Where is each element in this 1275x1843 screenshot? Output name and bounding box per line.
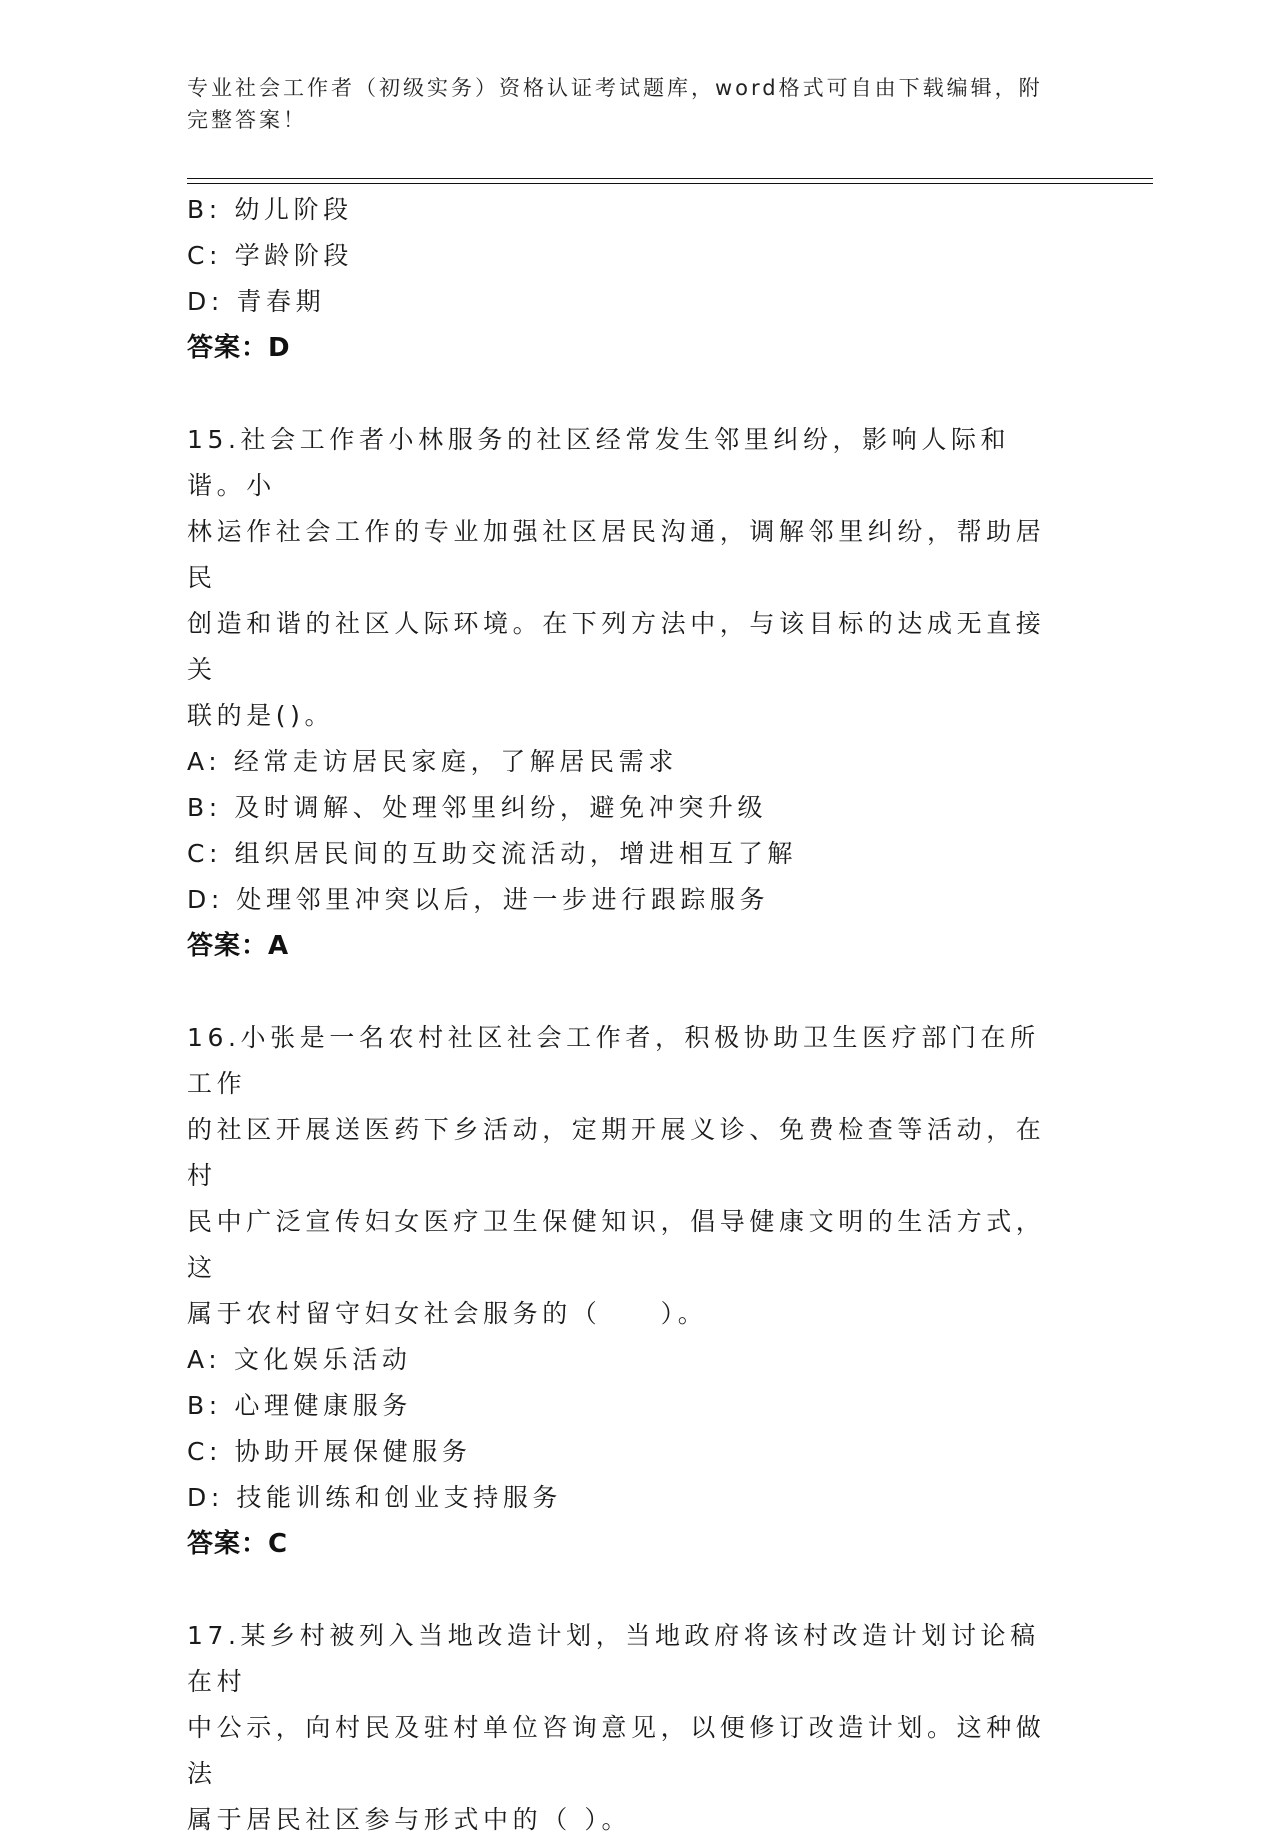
stem-line: 林运作社会工作的专业加强社区居民沟通，调解邻里纠纷，帮助居民 <box>187 517 1046 592</box>
option-b: B: 心理健康服务 <box>187 1391 412 1420</box>
stem-line: 中公示，向村民及驻村单位咨询意见，以便修订改造计划。这种做法 <box>187 1713 1046 1788</box>
option-d: D: 技能训练和创业支持服务 <box>187 1483 563 1512</box>
stem-line: 民中广泛宣传妇女医疗卫生保健知识，倡导健康文明的生活方式，这 <box>187 1207 1046 1282</box>
question-16 <box>187 1015 1087 1567</box>
stem-line: 15.社会工作者小林服务的社区经常发生邻里纠纷，影响人际和谐。小 <box>187 425 1011 500</box>
header-rule-bottom <box>187 183 1153 184</box>
stem-line: 联的是()。 <box>187 701 335 730</box>
question-stem <box>187 417 1067 739</box>
option-d: D: 处理邻里冲突以后，进一步进行跟踪服务 <box>187 885 770 914</box>
option-c: C: 协助开展保健服务 <box>187 1437 472 1466</box>
option-c: C: 学龄阶段 <box>187 241 354 270</box>
stem-line: 的社区开展送医药下乡活动，定期开展义诊、免费检查等活动，在村 <box>187 1115 1046 1190</box>
spacer <box>187 371 1087 417</box>
stem-line: 创造和谐的社区人际环境。在下列方法中，与该目标的达成无直接关 <box>187 609 1046 684</box>
stem-line: 属于居民社区参与形式中的（ ）。 <box>187 1805 632 1834</box>
answer: 答案：D <box>187 333 291 363</box>
question-14-tail <box>187 187 1087 371</box>
option-b: B: 幼儿阶段 <box>187 195 353 224</box>
answer: 答案：A <box>187 931 290 961</box>
question-stem <box>187 1015 1067 1337</box>
document-body <box>187 187 1087 1843</box>
stem-line: 属于农村留守妇女社会服务的（ ）。 <box>187 1299 708 1328</box>
answer: 答案：C <box>187 1529 289 1559</box>
stem-line: 16.小张是一名农村社区社会工作者，积极协助卫生医疗部门在所工作 <box>187 1023 1040 1098</box>
option-c: C: 组织居民间的互助交流活动，增进相互了解 <box>187 839 798 868</box>
spacer <box>187 1567 1087 1613</box>
spacer <box>187 969 1087 1015</box>
question-stem <box>187 1613 1067 1843</box>
question-17 <box>187 1613 1087 1843</box>
question-15 <box>187 417 1087 969</box>
option-d: D: 青春期 <box>187 287 326 316</box>
option-a: A: 经常走访居民家庭，了解居民需求 <box>187 747 678 776</box>
header-title-line-2: 完整答案！ <box>187 108 307 132</box>
stem-line: 17.某乡村被列入当地改造计划，当地政府将该村改造计划讨论稿在村 <box>187 1621 1040 1696</box>
option-a: A: 文化娱乐活动 <box>187 1345 412 1374</box>
document-header <box>187 72 1067 136</box>
option-b: B: 及时调解、处理邻里纠纷，避免冲突升级 <box>187 793 768 822</box>
header-rule-top <box>187 178 1153 179</box>
header-title-line-1: 专业社会工作者（初级实务）资格认证考试题库，word格式可自由下载编辑，附 <box>187 76 1043 100</box>
